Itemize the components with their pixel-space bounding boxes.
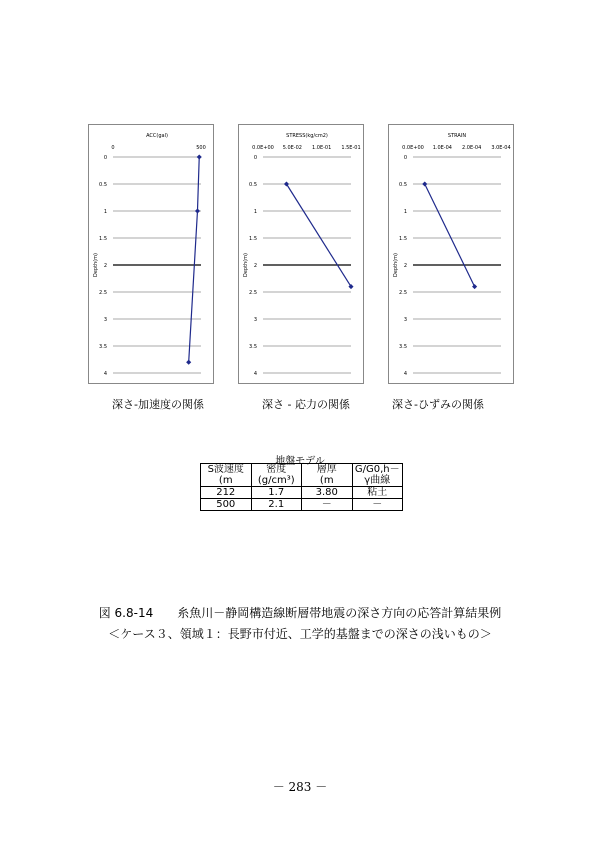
y-tick-label: 3.5 [249, 344, 257, 350]
y-tick-label: 1 [403, 209, 407, 215]
y-tick-label: 2.5 [249, 290, 257, 296]
y-tick-label: 2 [403, 263, 407, 269]
y-tick-label: 0.5 [99, 182, 107, 188]
series-line [189, 157, 200, 362]
y-tick-label: 1.5 [249, 236, 257, 242]
header-thickness: 層厚 (m [302, 464, 353, 487]
chart-stress [238, 124, 364, 384]
ground-model-table [200, 463, 403, 511]
y-tick-label: 1 [253, 209, 257, 215]
x-tick-label: 0.0E+00 [402, 145, 424, 151]
data-point [186, 360, 191, 365]
y-tick-label: 0 [103, 155, 107, 161]
figure-caption-line2: ＜ケース３、領域１：長野市付近、工学的基盤までの深さの浅いもの＞ [108, 627, 492, 641]
chart-caption-strain: 深さ-ひずみの関係 [392, 398, 484, 411]
y-tick-label: 4 [403, 371, 407, 377]
y-axis-label: Depth(m) [93, 252, 99, 278]
chart-strain-plot [389, 125, 513, 383]
x-tick-label: 1.5E-01 [341, 145, 361, 151]
figure-caption-line1: 図 6.8-14 糸魚川－静岡構造線断層帯地震の深さ方向の応答計算結果例 [98, 606, 502, 620]
data-point [197, 154, 202, 159]
x-tick-label: 0.0E+00 [252, 145, 274, 151]
chart-caption-stress: 深さ - 応力の関係 [262, 398, 350, 411]
y-tick-label: 3.5 [399, 344, 407, 350]
x-tick-label: 3.0E-04 [491, 145, 511, 151]
table-row [201, 487, 403, 499]
data-point [472, 284, 477, 289]
series-line [425, 184, 475, 287]
y-tick-label: 2.5 [399, 290, 407, 296]
y-tick-label: 1 [103, 209, 107, 215]
table-header-row [201, 464, 403, 487]
chart-stress-plot [239, 125, 363, 383]
header-curve: G/G0,h－ γ曲線 [352, 464, 403, 487]
y-tick-label: 0 [253, 155, 257, 161]
y-tick-label: 1.5 [99, 236, 107, 242]
table-row [201, 499, 403, 511]
chart-title: STRAIN [447, 133, 467, 139]
y-tick-label: 2.5 [99, 290, 107, 296]
table-cell: － [352, 499, 403, 511]
data-point [195, 208, 200, 213]
chart-acceleration-plot [89, 125, 213, 383]
y-axis-label: Depth(m) [393, 252, 399, 278]
table-cell: 500 [201, 499, 252, 511]
table-cell: 粘土 [352, 487, 403, 499]
y-tick-label: 3 [403, 317, 407, 323]
chart-strain [388, 124, 514, 384]
chart-acceleration [88, 124, 214, 384]
header-vs: S波速度 (m [201, 464, 252, 487]
chart-caption-acceleration: 深さ-加速度の関係 [112, 398, 204, 411]
chart-title: ACC(gal) [146, 133, 168, 139]
table-cell: 212 [201, 487, 252, 499]
header-density: 密度 (g/cm³) [251, 464, 302, 487]
y-tick-label: 2 [103, 263, 107, 269]
table-cell: 2.1 [251, 499, 302, 511]
chart-title: STRESS(kg/cm2) [286, 133, 328, 139]
y-tick-label: 3 [103, 317, 107, 323]
table-cell: 1.7 [251, 487, 302, 499]
page-number: － 283 － [272, 780, 328, 794]
y-tick-label: 2 [253, 263, 257, 269]
y-tick-label: 4 [253, 371, 257, 377]
x-tick-label: 5.0E-02 [282, 145, 302, 151]
x-tick-label: 0 [111, 145, 115, 151]
x-tick-label: 1.0E-01 [312, 145, 332, 151]
model-table-title: 地盤モデル [275, 456, 325, 467]
series-line [286, 184, 351, 287]
y-tick-label: 0.5 [249, 182, 257, 188]
y-tick-label: 3 [253, 317, 257, 323]
x-tick-label: 1.0E-04 [432, 145, 452, 151]
y-tick-label: 0.5 [399, 182, 407, 188]
y-tick-label: 3.5 [99, 344, 107, 350]
table-cell: 3.80 [302, 487, 353, 499]
data-point [422, 181, 427, 186]
x-tick-label: 2.0E-04 [462, 145, 482, 151]
y-tick-label: 1.5 [399, 236, 407, 242]
table-cell: － [302, 499, 353, 511]
y-axis-label: Depth(m) [243, 252, 249, 278]
y-tick-label: 4 [103, 371, 107, 377]
x-tick-label: 500 [196, 145, 206, 151]
y-tick-label: 0 [403, 155, 407, 161]
